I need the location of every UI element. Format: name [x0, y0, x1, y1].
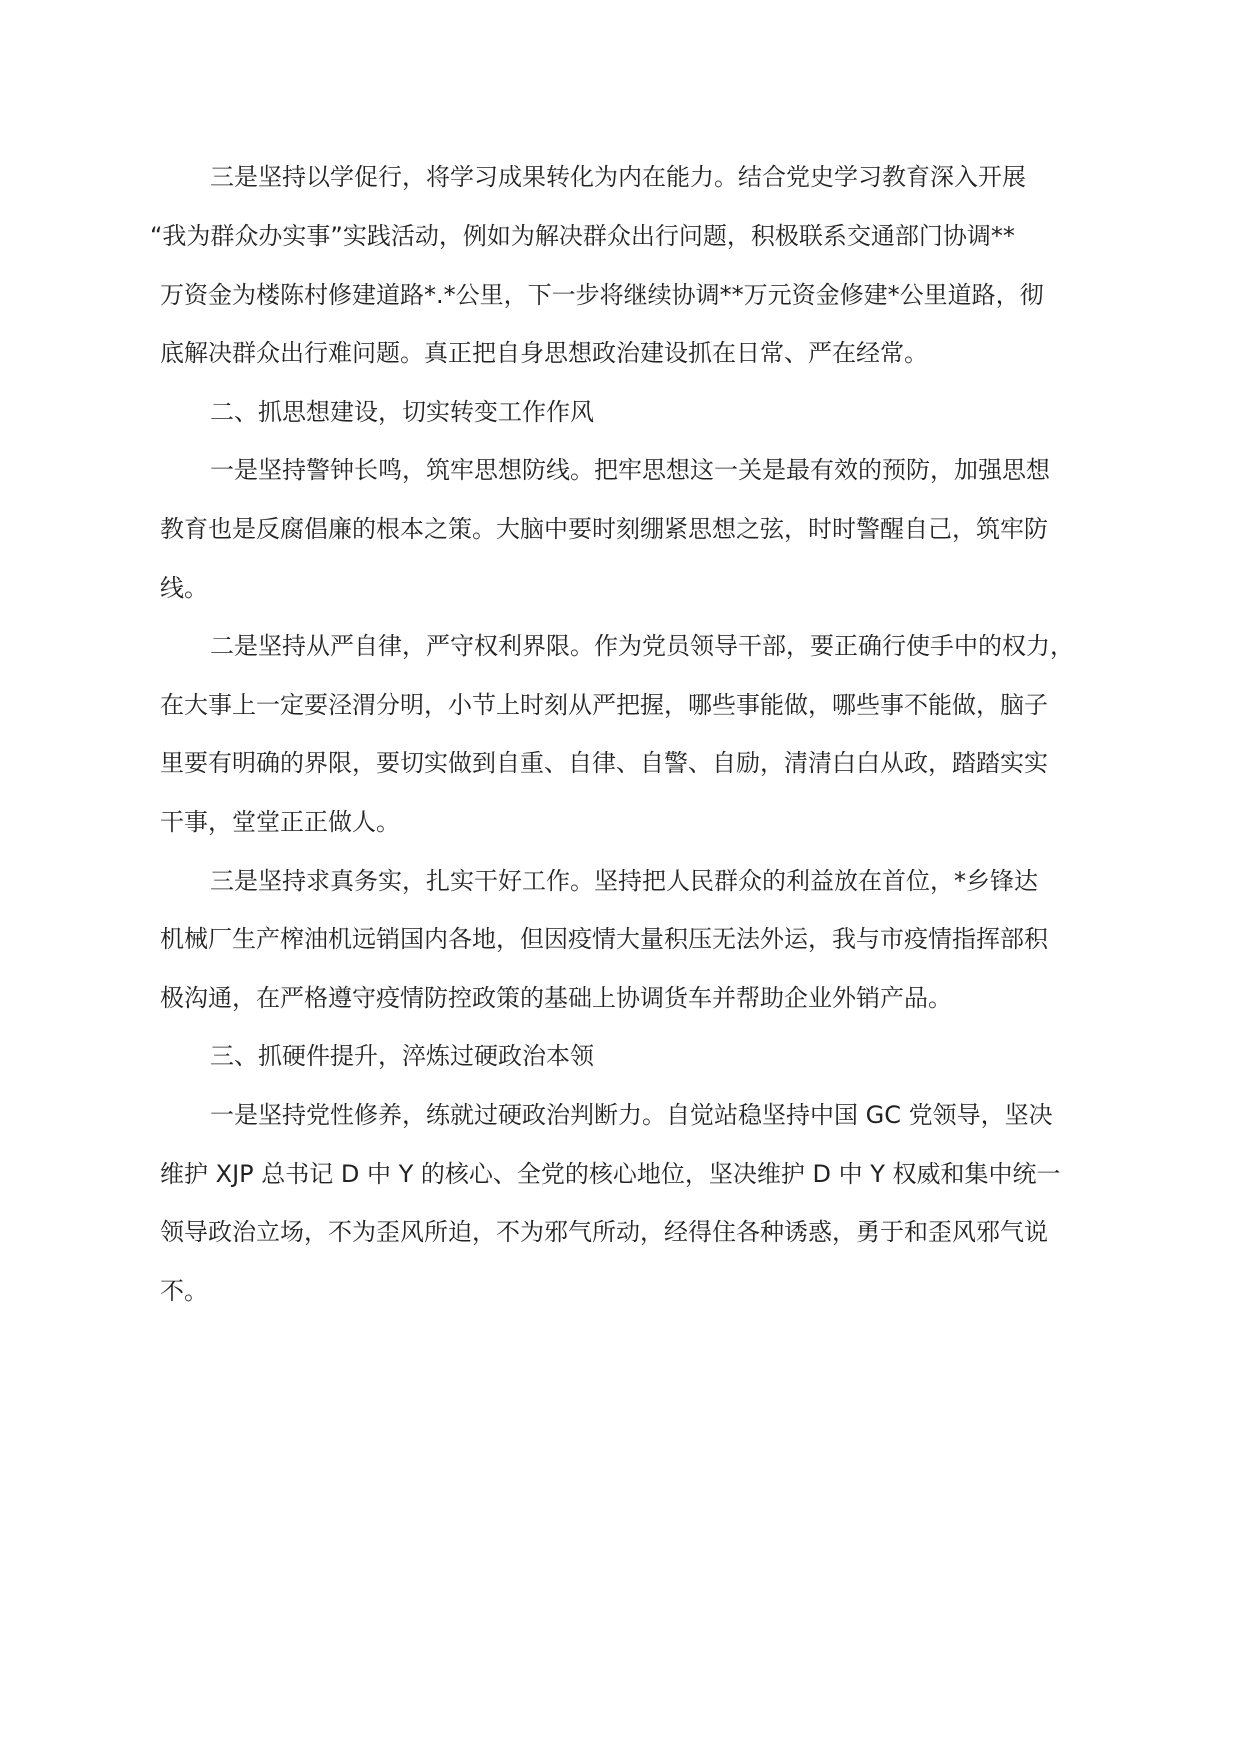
paragraph-line: 里要有明确的界限，要切实做到自重、自律、自警、自励，清清白白从政，踏踏实实 [160, 749, 1048, 777]
paragraph-line: 维护 XJP 总书记 D 中 Y 的核心、全党的核心地位，坚决维护 D 中 Y 权威和集中统一 [160, 1160, 1061, 1188]
paragraph-line: 教育也是反腐倡廉的根本之策。大脑中要时刻绷紧思想之弦，时时警醒自己，筑牢防 [160, 515, 1048, 543]
paragraph-line: 干事，堂堂正正做人。 [160, 808, 400, 836]
paragraph-line: 不。 [160, 1277, 208, 1305]
paragraph-line: 极沟通，在严格遵守疫情防控政策的基础上协调货车并帮助企业外销产品。 [160, 984, 952, 1012]
paragraph-line: 三是坚持以学促行，将学习成果转化为内在能力。结合党史学习教育深入开展 [210, 163, 1026, 191]
paragraph-line: 一是坚持警钟长鸣，筑牢思想防线。把牢思想这一关是最有效的预防，加强思想 [210, 456, 1050, 484]
paragraph-line: “我为群众办实事”实践活动，例如为解决群众出行问题，积极联系交通部门协调** [150, 222, 1015, 250]
section-heading: 二、抓思想建设，切实转变工作作风 [210, 398, 594, 426]
paragraph-line: 万资金为楼陈村修建道路*.*公里，下一步将继续协调**万元资金修建*公里道路，彻 [160, 281, 1044, 309]
paragraph-line: 领导政治立场，不为歪风所迫，不为邪气所动，经得住各种诱惑，勇于和歪风邪气说 [160, 1218, 1048, 1246]
paragraph-line: 一是坚持党性修养，练就过硬政治判断力。自觉站稳坚持中国 GC 党领导，坚决 [210, 1101, 1053, 1129]
paragraph-line: 三是坚持求真务实，扎实干好工作。坚持把人民群众的利益放在首位，*乡锋达 [210, 867, 1038, 895]
paragraph-line: 机械厂生产榨油机远销国内各地，但因疫情大量积压无法外运，我与市疫情指挥部积 [160, 925, 1048, 953]
paragraph-line: 在大事上一定要泾渭分明，小节上时刻从严把握，哪些事能做，哪些事不能做，脑子 [160, 691, 1048, 719]
paragraph-line: 底解决群众出行难问题。真正把自身思想政治建设抓在日常、严在经常。 [160, 339, 928, 367]
section-heading: 三、抓硬件提升，淬炼过硬政治本领 [210, 1042, 594, 1070]
paragraph-line: 二是坚持从严自律，严守权利界限。作为党员领导干部，要正确行使手中的权力， [210, 632, 1074, 660]
paragraph-line: 线。 [160, 574, 208, 602]
